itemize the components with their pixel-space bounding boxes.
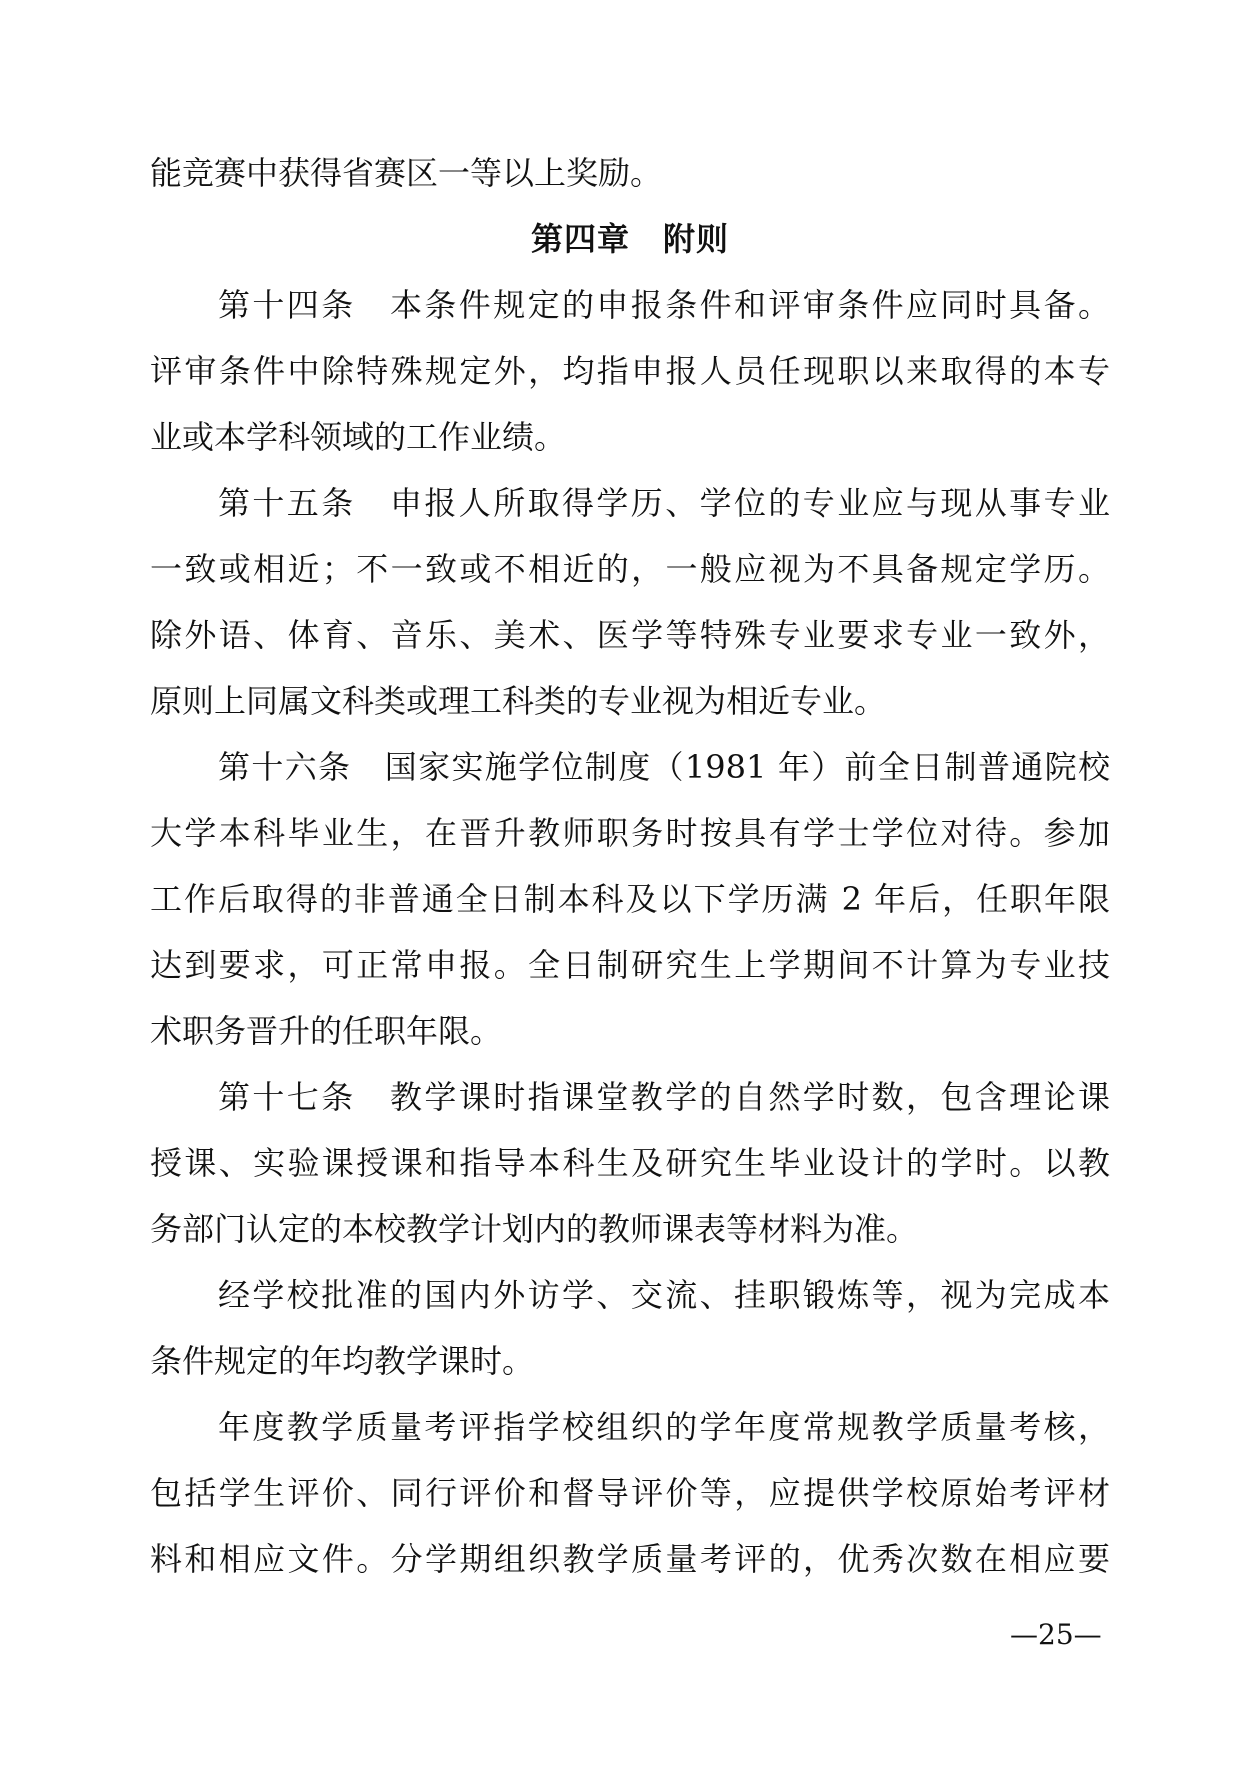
text-line: 评审条件中除特殊规定外，均指申报人员任现职以来取得的本专 [150,352,1110,390]
text-line: 年度教学质量考评指学校组织的学年度常规教学质量考核， [218,1408,1110,1446]
article-17 [150,1064,1110,1262]
document-page [150,140,1110,1592]
continuation-line: 能竞赛中获得省赛区一等以上奖励。 [150,154,663,192]
text-line: 料和相应文件。分学期组织教学质量考评的，优秀次数在相应要 [150,1540,1110,1578]
article-15 [150,470,1110,734]
text-line: 包括学生评价、同行评价和督导评价等，应提供学校原始考评材 [150,1474,1110,1512]
text-line: 授课、实验课授课和指导本科生及研究生毕业设计的学时。以教 [150,1144,1110,1182]
text-line: 工作后取得的非普通全日制本科及以下学历满 2 年后，任职年限 [150,880,1110,918]
text-line: 条件规定的年均教学课时。 [150,1342,535,1380]
text-line: 除外语、体育、音乐、美术、医学等特殊专业要求专业一致外， [150,616,1110,654]
text-line: 第十五条 申报人所取得学历、学位的专业应与现从事专业 [218,484,1110,522]
article-17-para-3 [150,1394,1110,1592]
page-number: —25— [1010,1618,1102,1651]
text-line: 经学校批准的国内外访学、交流、挂职锻炼等，视为完成本 [218,1276,1110,1314]
article-17-para-2 [150,1262,1110,1394]
article-16 [150,734,1110,1064]
article-14 [150,272,1110,470]
chapter-title: 第四章 附则 [530,220,729,258]
text-line: 大学本科毕业生，在晋升教师职务时按具有学士学位对待。参加 [150,814,1110,852]
text-line: 第十六条 国家实施学位制度（1981 年）前全日制普通院校 [218,748,1110,786]
text-line: 务部门认定的本校教学计划内的教师课表等材料为准。 [150,1210,919,1248]
text-line: 业或本学科领域的工作业绩。 [150,418,567,456]
text-line: 第十七条 教学课时指课堂教学的自然学时数，包含理论课 [218,1078,1110,1116]
text-line: 达到要求，可正常申报。全日制研究生上学期间不计算为专业技 [150,946,1110,984]
text-line: 一致或相近；不一致或不相近的，一般应视为不具备规定学历。 [150,550,1110,588]
text-line: 原则上同属文科类或理工科类的专业视为相近专业。 [150,682,887,720]
text-line: 第十四条 本条件规定的申报条件和评审条件应同时具备。 [218,286,1110,324]
text-line: 术职务晋升的任职年限。 [150,1012,503,1050]
